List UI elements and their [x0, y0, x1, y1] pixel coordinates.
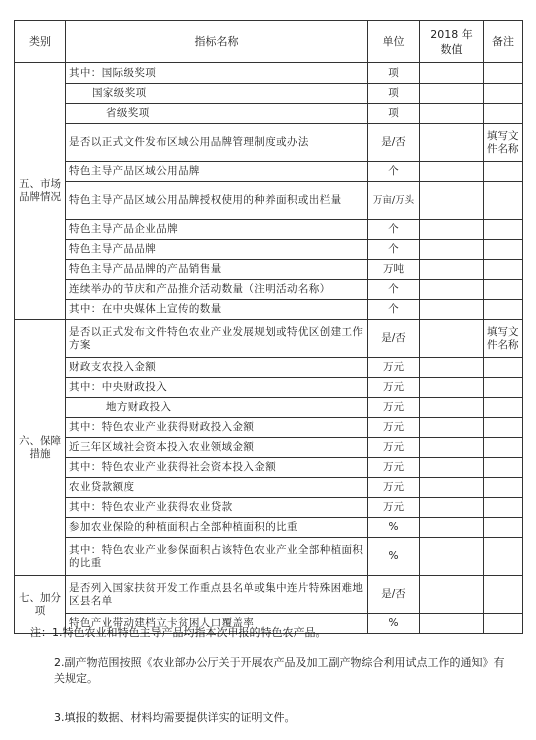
indicator-value-cell[interactable]	[420, 358, 484, 378]
indicator-name: 农业贷款额度	[66, 478, 368, 498]
indicator-note: 填写文件名称	[484, 124, 523, 162]
indicator-note	[484, 300, 523, 320]
indicator-name: 其中：特色农业产业获得农业贷款	[66, 498, 368, 518]
indicator-name: 是否以正式发布文件特色农业产业发展规划或特优区创建工作方案	[66, 320, 368, 358]
indicator-value-cell[interactable]	[420, 300, 484, 320]
indicator-unit: 是/否	[368, 320, 420, 358]
indicator-name: 是否以正式文件发布区域公用品牌管理制度或办法	[66, 124, 368, 162]
table-row	[15, 280, 523, 300]
table-row	[15, 63, 523, 84]
indicator-unit: 项	[368, 104, 420, 124]
table-row	[15, 518, 523, 538]
indicator-name: 财政支农投入金额	[66, 358, 368, 378]
indicator-value-cell[interactable]	[420, 498, 484, 518]
indicator-note	[484, 576, 523, 614]
table-row	[15, 300, 523, 320]
indicator-note	[484, 240, 523, 260]
indicator-note	[484, 614, 523, 634]
indicator-name: 连续举办的节庆和产品推介活动数量（注明活动名称）	[66, 280, 368, 300]
indicator-unit: %	[368, 538, 420, 576]
indicator-unit: 万元	[368, 478, 420, 498]
indicator-value-cell[interactable]	[420, 398, 484, 418]
indicator-note	[484, 538, 523, 576]
indicator-name: 特色主导产品区域公用品牌	[66, 162, 368, 182]
indicator-unit: 万元	[368, 378, 420, 398]
indicator-unit: 是/否	[368, 576, 420, 614]
indicator-note	[484, 458, 523, 478]
indicator-name: 其中：在中央媒体上宣传的数量	[66, 300, 368, 320]
indicator-value-cell[interactable]	[420, 458, 484, 478]
footnote-1: 注：1.特色农业和特色主导产品均指本次申报的特色农产品。	[30, 626, 327, 639]
indicator-name: 特色主导产品品牌	[66, 240, 368, 260]
indicator-value-cell[interactable]	[420, 280, 484, 300]
indicator-unit: 是/否	[368, 124, 420, 162]
indicator-note	[484, 438, 523, 458]
indicator-note	[484, 260, 523, 280]
indicator-name: 近三年区域社会资本投入农业领域金额	[66, 438, 368, 458]
indicator-note	[484, 478, 523, 498]
indicator-note	[484, 418, 523, 438]
indicator-unit: 万元	[368, 418, 420, 438]
indicator-value-cell[interactable]	[420, 104, 484, 124]
indicator-unit: %	[368, 614, 420, 634]
indicator-note	[484, 280, 523, 300]
indicator-unit: %	[368, 518, 420, 538]
header-unit: 单位	[368, 21, 420, 63]
indicator-note	[484, 182, 523, 220]
table-row	[15, 478, 523, 498]
indicator-value-cell[interactable]	[420, 220, 484, 240]
table-row	[15, 240, 523, 260]
indicator-name: 国家级奖项	[66, 84, 368, 104]
indicator-value-cell[interactable]	[420, 240, 484, 260]
section-category: 六、保障措施	[15, 320, 66, 576]
indicator-value-cell[interactable]	[420, 260, 484, 280]
table-row	[15, 124, 523, 162]
indicator-value-cell[interactable]	[420, 538, 484, 576]
indicator-unit: 万元	[368, 398, 420, 418]
indicator-note	[484, 84, 523, 104]
table-row	[15, 576, 523, 614]
table-row	[15, 104, 523, 124]
footnote-3: 3.填报的数据、材料均需要提供详实的证明文件。	[54, 711, 296, 724]
header-indicator: 指标名称	[66, 21, 368, 63]
indicator-unit: 项	[368, 84, 420, 104]
header-year-value: 2018 年 数值	[420, 21, 484, 63]
indicator-note	[484, 398, 523, 418]
indicator-value-cell[interactable]	[420, 418, 484, 438]
indicator-value-cell[interactable]	[420, 124, 484, 162]
table-row	[15, 538, 523, 576]
indicator-name: 其中：中央财政投入	[66, 378, 368, 398]
table-row	[15, 498, 523, 518]
indicator-note	[484, 378, 523, 398]
indicator-note: 填写文件名称	[484, 320, 523, 358]
table-row	[15, 220, 523, 240]
indicator-name: 其中：特色农业产业参保面积占该特色农业产业全部种植面积的比重	[66, 538, 368, 576]
indicator-name: 特色产业带动建档立卡贫困人口覆盖率	[66, 614, 368, 634]
indicator-name: 省级奖项	[66, 104, 368, 124]
indicator-note	[484, 220, 523, 240]
indicator-note	[484, 104, 523, 124]
indicator-value-cell[interactable]	[420, 84, 484, 104]
indicator-value-cell[interactable]	[420, 438, 484, 458]
indicator-name: 其中：特色农业产业获得财政投入金额	[66, 418, 368, 438]
indicator-note	[484, 358, 523, 378]
indicator-name: 特色主导产品区域公用品牌授权使用的种养面积或出栏量	[66, 182, 368, 220]
table-row	[15, 182, 523, 220]
indicator-value-cell[interactable]	[420, 378, 484, 398]
table-row	[15, 438, 523, 458]
indicator-unit: 万吨	[368, 260, 420, 280]
table-row	[15, 378, 523, 398]
indicator-unit: 万元	[368, 498, 420, 518]
indicator-unit: 万元	[368, 358, 420, 378]
indicator-value-cell[interactable]	[420, 478, 484, 498]
table-row	[15, 458, 523, 478]
indicator-unit: 个	[368, 162, 420, 182]
indicator-name: 其中：国际级奖项	[66, 63, 368, 84]
header-category: 类别	[15, 21, 66, 63]
section-category: 五、市场品牌情况	[15, 63, 66, 320]
indicator-unit: 项	[368, 63, 420, 84]
indicator-value-cell[interactable]	[420, 162, 484, 182]
table-row	[15, 358, 523, 378]
indicator-value-cell[interactable]	[420, 518, 484, 538]
header-note: 备注	[484, 21, 523, 63]
indicator-value-cell[interactable]	[420, 614, 484, 634]
indicator-unit: 个	[368, 220, 420, 240]
indicator-name: 特色主导产品企业品牌	[66, 220, 368, 240]
section-category: 七、加分项	[15, 576, 66, 634]
indicator-unit: 个	[368, 280, 420, 300]
table-row	[15, 260, 523, 280]
table-row	[15, 418, 523, 438]
indicator-name: 是否列入国家扶贫开发工作重点县名单或集中连片特殊困难地区县名单	[66, 576, 368, 614]
indicator-name: 特色主导产品品牌的产品销售量	[66, 260, 368, 280]
table-header-row	[15, 21, 523, 63]
indicator-note	[484, 518, 523, 538]
indicator-value-cell[interactable]	[420, 576, 484, 614]
indicator-name: 地方财政投入	[66, 398, 368, 418]
indicator-name: 参加农业保险的种植面积占全部种植面积的比重	[66, 518, 368, 538]
table-row	[15, 320, 523, 358]
indicator-unit: 个	[368, 240, 420, 260]
indicator-unit: 万亩/万头	[368, 182, 420, 220]
indicator-value-cell[interactable]	[420, 182, 484, 220]
indicator-unit: 万元	[368, 458, 420, 478]
indicator-note	[484, 63, 523, 84]
indicator-value-cell[interactable]	[420, 63, 484, 84]
indicator-name: 其中：特色农业产业获得社会资本投入金额	[66, 458, 368, 478]
indicator-note	[484, 162, 523, 182]
indicator-note	[484, 498, 523, 518]
indicator-value-cell[interactable]	[420, 320, 484, 358]
indicator-unit: 个	[368, 300, 420, 320]
indicator-table	[14, 20, 523, 634]
footnote-2: 2.副产物范围按照《农业部办公厅关于开展农产品及加工副产物综合利用试点工作的通知》有关规定。	[54, 656, 505, 685]
table-row	[15, 84, 523, 104]
table-row	[15, 398, 523, 418]
table-row	[15, 162, 523, 182]
indicator-unit: 万元	[368, 438, 420, 458]
